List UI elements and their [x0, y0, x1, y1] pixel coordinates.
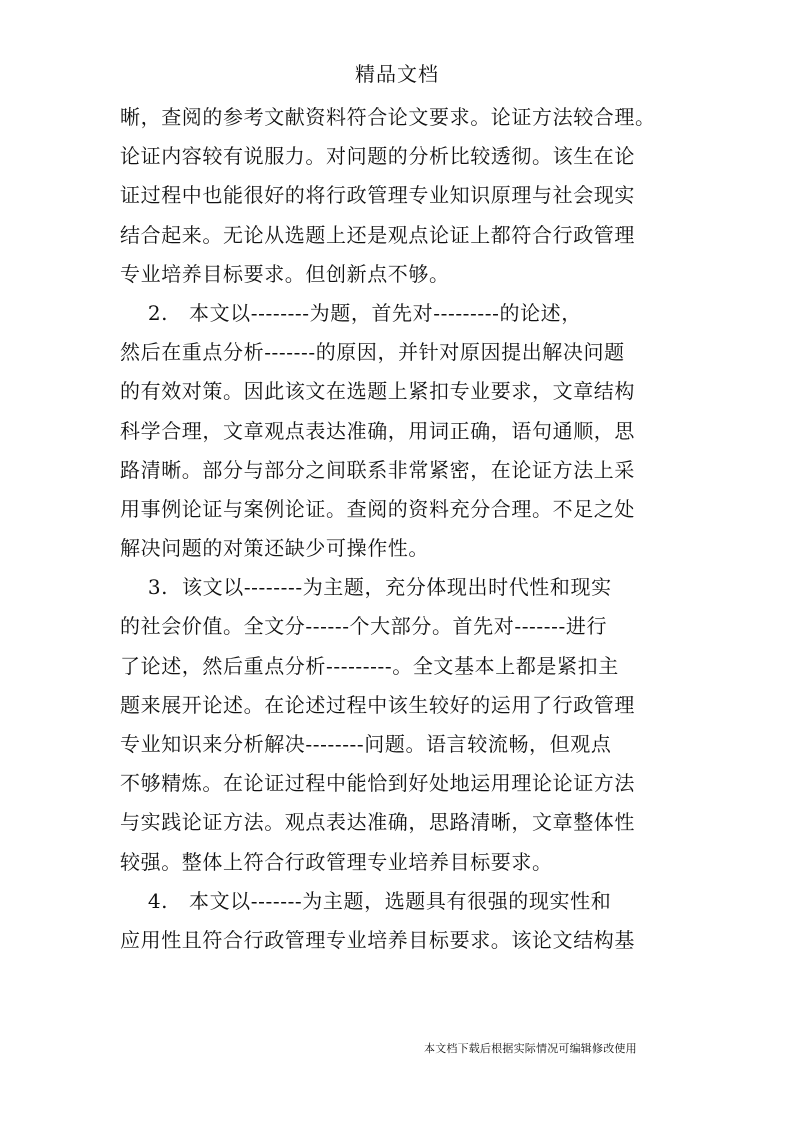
text-line: 的社会价值。全文分------个大部分。首先对-------进行	[120, 614, 608, 639]
text-line: 不够精炼。在论证过程中能恰到好处地运用理论论证方法	[120, 771, 635, 796]
text-line: 然后在重点分析-------的原因，并针对原因提出解决问题	[120, 340, 625, 365]
text-line: 结合起来。无论从选题上还是观点论证上都符合行政管理	[120, 222, 635, 247]
text-line: 专业知识来分析解决--------问题。语言较流畅，但观点	[120, 732, 612, 756]
text-line: 专业培养目标要求。但创新点不够。	[120, 261, 450, 286]
text-line: 3. 该文以--------为主题，充分体现出时代性和现实	[120, 575, 612, 600]
text-line: 晰，查阅的参考文献资料符合论文要求。论证方法较合理。	[120, 105, 656, 129]
text-line: 科学合理，文章观点表达准确，用词正确，语句通顺，思	[120, 418, 635, 443]
page-header: 精品文档	[355, 62, 439, 86]
document-body	[120, 98, 680, 960]
text-line: 解决问题的对策还缺少可操作性。	[120, 536, 429, 561]
text-line: 证过程中也能很好的将行政管理专业知识原理与社会现实	[120, 183, 635, 208]
text-line: 与实践论证方法。观点表达准确，思路清晰，文章整体性	[120, 810, 635, 835]
text-line: 路清晰。部分与部分之间联系非常紧密，在论证方法上采	[120, 457, 635, 482]
text-line: 用事例论证与案例论证。查阅的资料充分合理。不足之处	[120, 496, 635, 521]
text-line: 论证内容较有说服力。对问题的分析比较透彻。该生在论	[120, 144, 635, 169]
text-line: 2. 本文以--------为题，首先对---------的论述，	[120, 300, 582, 325]
page-footer-note: 本文档下载后根据实际情况可编辑修改使用	[424, 1042, 637, 1055]
text-line: 4. 本文以-------为主题，选题具有很强的现实性和	[120, 888, 612, 913]
text-line: 了论述，然后重点分析---------。全文基本上都是紧扣主	[120, 653, 619, 678]
text-line: 应用性且符合行政管理专业培养目标要求。该论文结构基	[120, 927, 635, 952]
text-line: 的有效对策。因此该文在选题上紧扣专业要求，文章结构	[120, 379, 635, 404]
text-line: 较强。整体上符合行政管理专业培养目标要求。	[120, 849, 553, 874]
text-line: 题来展开论述。在论述过程中该生较好的运用了行政管理	[120, 692, 635, 717]
